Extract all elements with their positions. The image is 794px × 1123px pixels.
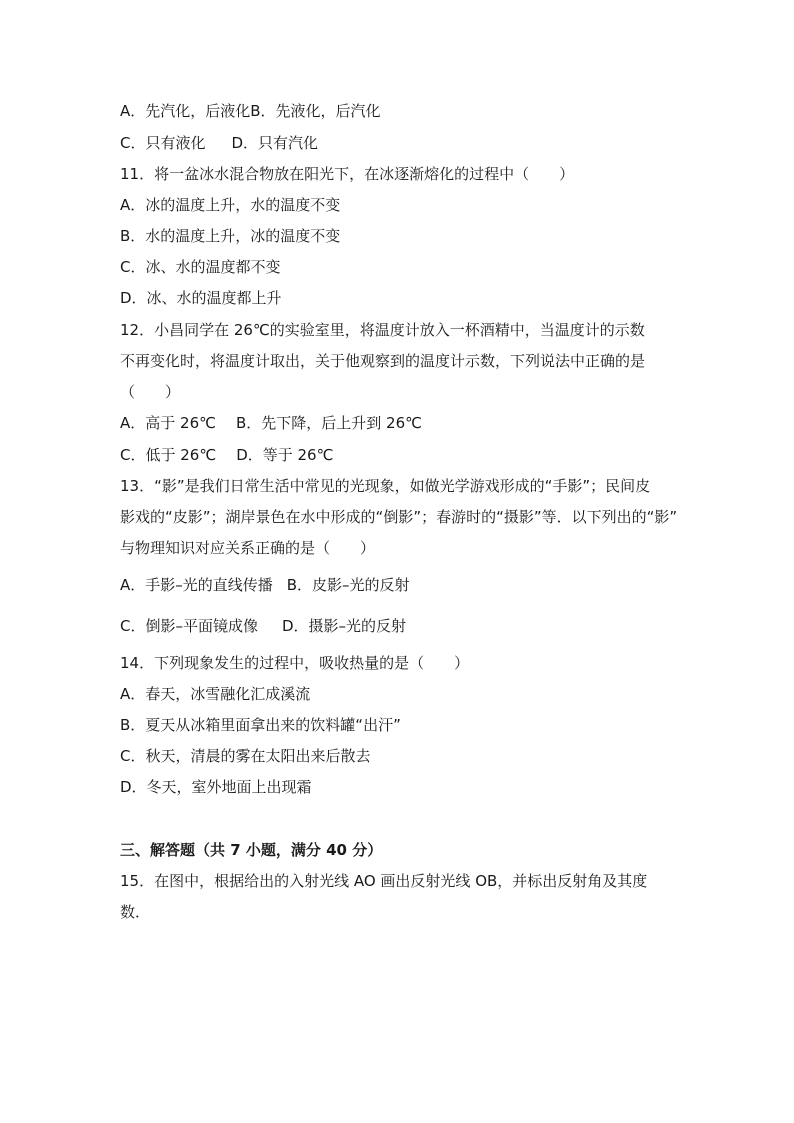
q13-options-row-2 <box>120 616 406 636</box>
q10-options-row-2 <box>120 133 318 153</box>
q12-option-b: B．先下降，后上升到 26℃ <box>235 414 422 432</box>
q12-option-d: D．等于 26℃ <box>236 446 334 464</box>
q12-options-row-1 <box>120 413 422 433</box>
q10-options-row-1 <box>120 101 381 121</box>
q10-option-a: A．先汽化，后液化 <box>120 102 251 120</box>
q12-stem-line-1: 12．小昌同学在 26℃的实验室里，将温度计放入一杯酒精中，当温度计的示数 <box>120 321 645 339</box>
q11-option-b: B．水的温度上升，冰的温度不变 <box>120 227 341 245</box>
q11-stem: 11．将一盆冰水混合物放在阳光下，在冰逐渐熔化的过程中（ ） <box>120 165 575 183</box>
q15-stem-line-2: 数． <box>120 903 151 921</box>
q12-option-a: A．高于 26℃ <box>120 414 216 432</box>
q13-stem-line-3: 与物理知识对应关系正确的是（ ） <box>120 539 376 557</box>
section-3-heading: 三、解答题（共 7 小题，满分 40 分） <box>120 841 383 859</box>
q13-stem-line-2: 影戏的“皮影”；湖岸景色在水中形成的“倒影”；春游时的“摄影”等．以下列出的“影” <box>120 508 678 526</box>
q13-stem-line-1: 13．“影”是我们日常生活中常见的光现象，如做光学游戏形成的“手影”；民间皮 <box>120 477 651 495</box>
q15-stem-line-1: 15．在图中，根据给出的入射光线 AO 画出反射光线 OB，并标出反射角及其度 <box>120 872 648 890</box>
q10-option-b: B．先液化，后汽化 <box>250 102 381 120</box>
q12-option-c: C．低于 26℃ <box>120 446 217 464</box>
q14-option-c: C．秋天，清晨的雾在太阳出来后散去 <box>120 747 371 765</box>
q13-options-row-1 <box>120 575 410 595</box>
q12-options-row-2 <box>120 445 333 465</box>
q14-option-a: A．春天，冰雪融化汇成溪流 <box>120 685 311 703</box>
q13-option-a: A．手影–光的直线传播 <box>120 576 273 594</box>
q13-option-d: D．摄影–光的反射 <box>281 617 407 635</box>
q14-stem: 14．下列现象发生的过程中，吸收热量的是（ ） <box>120 654 470 672</box>
q11-option-a: A．冰的温度上升，水的温度不变 <box>120 196 341 214</box>
q12-stem-line-3: （ ） <box>120 383 181 401</box>
q11-option-d: D．冰、水的温度都上升 <box>120 289 282 307</box>
q12-stem-line-2: 不再变化时，将温度计取出，关于他观察到的温度计示数，下列说法中正确的是 <box>120 352 646 370</box>
q10-option-d: D．只有汽化 <box>231 134 319 152</box>
q14-option-b: B．夏天从冰箱里面拿出来的饮料罐“出汗” <box>120 716 401 734</box>
q13-option-b: B．皮影–光的反射 <box>286 576 410 594</box>
q10-option-c: C．只有液化 <box>120 134 206 152</box>
q14-option-d: D．冬天，室外地面上出现霜 <box>120 778 312 796</box>
q11-option-c: C．冰、水的温度都不变 <box>120 258 281 276</box>
q13-option-c: C．倒影–平面镜成像 <box>120 617 258 635</box>
